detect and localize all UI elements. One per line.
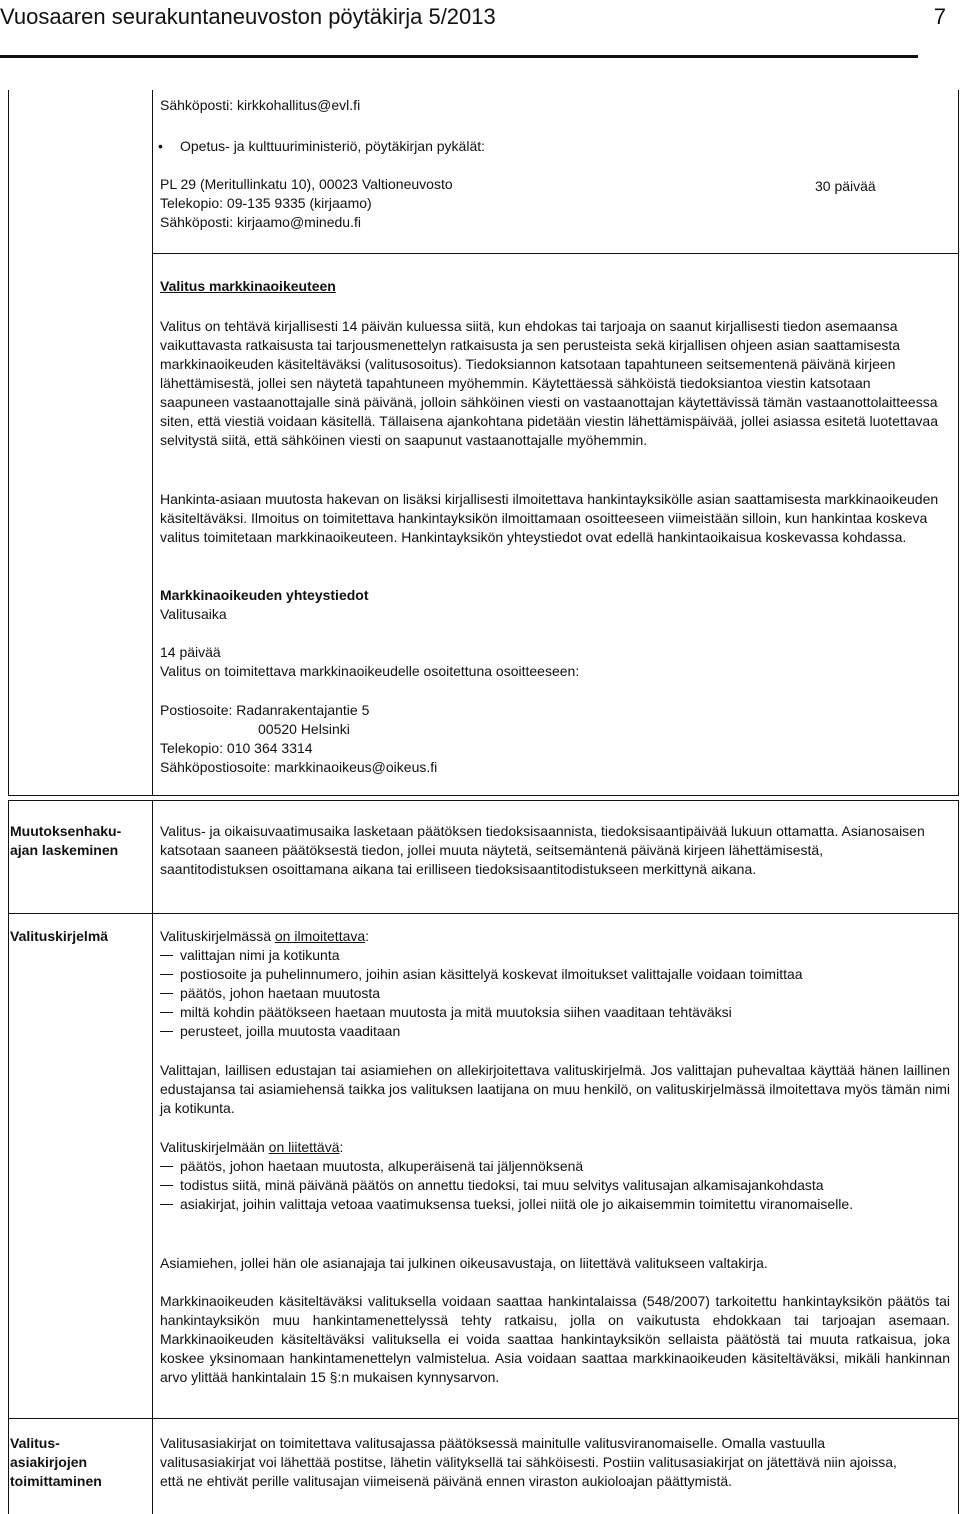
market-court-address-intro: Valitus on toimitettava markkinaoikeudelle osoitettuna osoitteeseen: <box>160 663 580 679</box>
power-of-attorney-para: Asiamiehen, jollei hän ole asianajaja tai julkinen oikeusavustaja, on liitettävä valitukseen valtakirja. <box>160 1255 768 1271</box>
appeal-letter-intro-prefix: Valituskirjelmässä <box>160 928 275 944</box>
lower-box-top-rule <box>8 800 959 801</box>
appeal-period-label: Valitusaika <box>160 606 227 622</box>
market-court-para2: Hankinta-asiaan muutosta hakevan on lisäksi kirjallisesti ilmoitettava hankintayksikölle asian saattamisesta markkinaoikeuden käsiteltäväksi. Ilmoitus on toimitettava hankintayksikön ilmoittamaan osoitteeseen viimeistään silloin, kun hankintaa koskeva valitus toimitetaan markkinaoikeuteen. Hankintayksikön yhteystiedot ovat edellä hankintaoikaisua koskevassa kohdassa. <box>160 491 939 545</box>
appeal-period-text: Valitus- ja oikaisuvaatimusaika lasketaan päätöksen tiedoksisaannista, tiedoksisaantipäivää lukuun ottamatta. Asianosaisen katsotaan saaneen päätöksestä tiedon, jollei muuta näytetä, seitsemäntenä päivänä kirjeen lähettämisestä, saantitodistuksen osoittamana aikana tai erilliseen tiedoksisaantitodistukseen merkittynä aikana. <box>160 823 925 877</box>
market-court-heading: Valitus markkinaoikeuteen <box>160 278 336 294</box>
page-number: 7 <box>933 4 946 29</box>
frame-left-top <box>8 90 9 795</box>
list-item: perusteet, joilla muutosta vaaditaan <box>160 1022 950 1041</box>
frame-right-top <box>958 90 959 795</box>
appeal-letter-attach-intro <box>160 1138 343 1157</box>
appeal-period-label-cell <box>10 822 121 860</box>
market-court-postal: Postiosoite: Radanrakentajantie 5 <box>160 702 370 718</box>
delivery-label-cell <box>10 1434 102 1491</box>
appeal-letter-required-list <box>160 946 950 1041</box>
appeal-letter-label: Valituskirjelmä <box>10 928 109 944</box>
appeal-period-label-line1: Muutoksenhaku- <box>10 823 122 839</box>
ministry-email: Sähköposti: kirjaamo@minedu.fi <box>160 214 361 230</box>
appeal-letter-attachments-list <box>160 1157 950 1214</box>
list-item: postiosoite ja puhelinnumero, joihin asian käsittelyä koskevat ilmoitukset valittajalle voidaan toimittaa <box>160 965 950 984</box>
page-header <box>0 0 960 60</box>
ministry-address: PL 29 (Meritullinkatu 10), 00023 Valtioneuvosto <box>160 176 453 192</box>
attach-intro-prefix: Valituskirjelmään <box>160 1139 269 1155</box>
document-title: Vuosaaren seurakuntaneuvoston pöytäkirja 5/2013 <box>0 4 496 29</box>
delivery-label-line2: asiakirjojen <box>10 1454 88 1470</box>
appeal-period-label-line2: ajan laskeminen <box>10 842 119 858</box>
frame-divider-bottom <box>152 800 153 1514</box>
market-court-email: Sähköpostiosoite: markkinaoikeus@oikeus.fi <box>160 759 438 775</box>
delivery-label-line1: Valitus- <box>10 1435 60 1451</box>
frame-divider-top <box>152 90 153 795</box>
market-court-fax: Telekopio: 010 364 3314 <box>160 740 313 756</box>
letter-row-rule <box>8 1418 959 1419</box>
attach-intro-underlined: on liitettävä <box>268 1139 340 1155</box>
list-item: päätös, johon haetaan muutosta, alkuperäisenä tai jäljennöksenä <box>160 1157 950 1176</box>
attach-intro-suffix: : <box>339 1139 344 1155</box>
market-court-para1: Valitus on tehtävä kirjallisesti 14 päivän kuluessa siitä, kun ehdokas tai tarjoaja on saanut kirjallisesti tiedon asemaansa vaikuttavasta ratkaisusta tai tarjousmenettelyn ratkaisusta ja sen perusteista sekä kirjallisen ohjeen asian saattamisesta markkinaoikeuden käsiteltäväksi (valitusosoitus). Tiedoksiannon katsotaan tapahtuneen seitsementenä päivänä kirjeen lähettämisestä, jollei sen näytetä tapahtuneen myöhemmin. Käytettäessä sähköistä tiedoksiantoa viestin katsotaan saapuneen vastaanottajalle sinä päivänä, jolloin sähköinen viesti on vastaanottajan käytettävissä tämän vastaanottolaitteessa siten, että viestiä voidaan käsitellä. Tällaisena ajankohtana pidetään viestin lähettämispäivää, jollei asiassa esitetä luotettavaa selvitystä siitä, että sähköinen viesti on saapunut vastaanottajalle myöhemmin. <box>160 318 938 448</box>
appeal-letter-signature-para: Valittajan, laillisen edustajan tai asiamiehen on allekirjoitettava valituskirjelmä. Jos valittajan puhevaltaa käyttää hänen laillinen edustajansa tai asiamiehensä taikka jos valituksen laatijana on muu henkilö, on valituskirjelmässä ilmoitettava myös tämän nimi ja kotikunta. <box>160 1062 950 1116</box>
ministry-fax: Telekopio: 09-135 9335 (kirjaamo) <box>160 195 372 211</box>
bullet-icon: • <box>158 138 163 154</box>
appeal-letter-intro-suffix: : <box>365 928 370 944</box>
frame-right-bottom <box>958 800 959 1514</box>
church-board-email: Sähköposti: kirkkohallitus@evl.fi <box>160 97 361 113</box>
list-item: miltä kohdin päätökseen haetaan muutosta ja mitä muutoksia siihen vaaditaan tehtäväksi <box>160 1003 950 1022</box>
header-rule <box>0 55 918 58</box>
top-box-bottom-rule <box>8 795 959 796</box>
delivery-text: Valitusasiakirjat on toimitettava valitusajassa päätöksessä mainitulle valitusviranomaiselle. Omalla vastuulla valitusasiakirjat voi lähettää postitse, lähetin välityksellä tai sähköisesti. Postiin valitusasiakirjat on jätettävä niin ajoissa, että ne ehtivät perille valitusajan viimeisenä päivänä ennen viraston aukioloajan päättymistä. <box>160 1435 897 1489</box>
list-item: asiakirjat, joihin valittaja vetoaa vaatimuksensa tueksi, jollei niitä ole jo aikaisemmin toimitettu viranomaiselle. <box>160 1195 950 1214</box>
appeal-letter-intro <box>160 927 369 946</box>
list-item: todistus siitä, minä päivänä päätös on annettu tiedoksi, tai muu selvitys valitusajan alkamisajankohdasta <box>160 1176 950 1195</box>
market-court-postal-code: 00520 Helsinki <box>258 721 350 737</box>
appeal-letter-intro-underlined: on ilmoitettava <box>274 928 366 944</box>
delivery-label-line3: toimittaminen <box>10 1473 102 1489</box>
period-row-rule <box>8 913 959 914</box>
list-item: päätös, johon haetaan muutosta <box>160 984 950 1003</box>
ministry-deadline: 30 päivää <box>815 178 876 194</box>
ministry-row-rule <box>152 253 958 254</box>
ministry-label: Opetus- ja kulttuuriministeriö, pöytäkirjan pykälät: <box>180 138 486 154</box>
market-court-eligibility-para: Markkinaoikeuden käsiteltäväksi valituksella voidaan saattaa hankintalaissa (548/2007) tarkoitettu hankintayksikön päätös tai hankintayksikön muu hankintamenettelyssä tehty ratkaisu, jolla on vaikutusta ehdokkaan tai tarjoajan asemaan. Markkinaoikeuden käsiteltäväksi valituksella ei voida saattaa hankintayksikön sellaista päätöstä tai muuta ratkaisua, joka koskee yksinomaan hankintamenettelyn valmistelua. Asia voidaan saattaa markkinaoikeuden käsiteltäväksi, mikäli hankinnan arvo ylittää hankintalain 15 §:n mukaisen kynnysarvon. <box>160 1293 950 1385</box>
appeal-period-value: 14 päivää <box>160 644 221 660</box>
market-court-contact-heading: Markkinaoikeuden yhteystiedot <box>160 587 369 603</box>
frame-left-bottom <box>8 800 9 1514</box>
list-item: valittajan nimi ja kotikunta <box>160 946 950 965</box>
